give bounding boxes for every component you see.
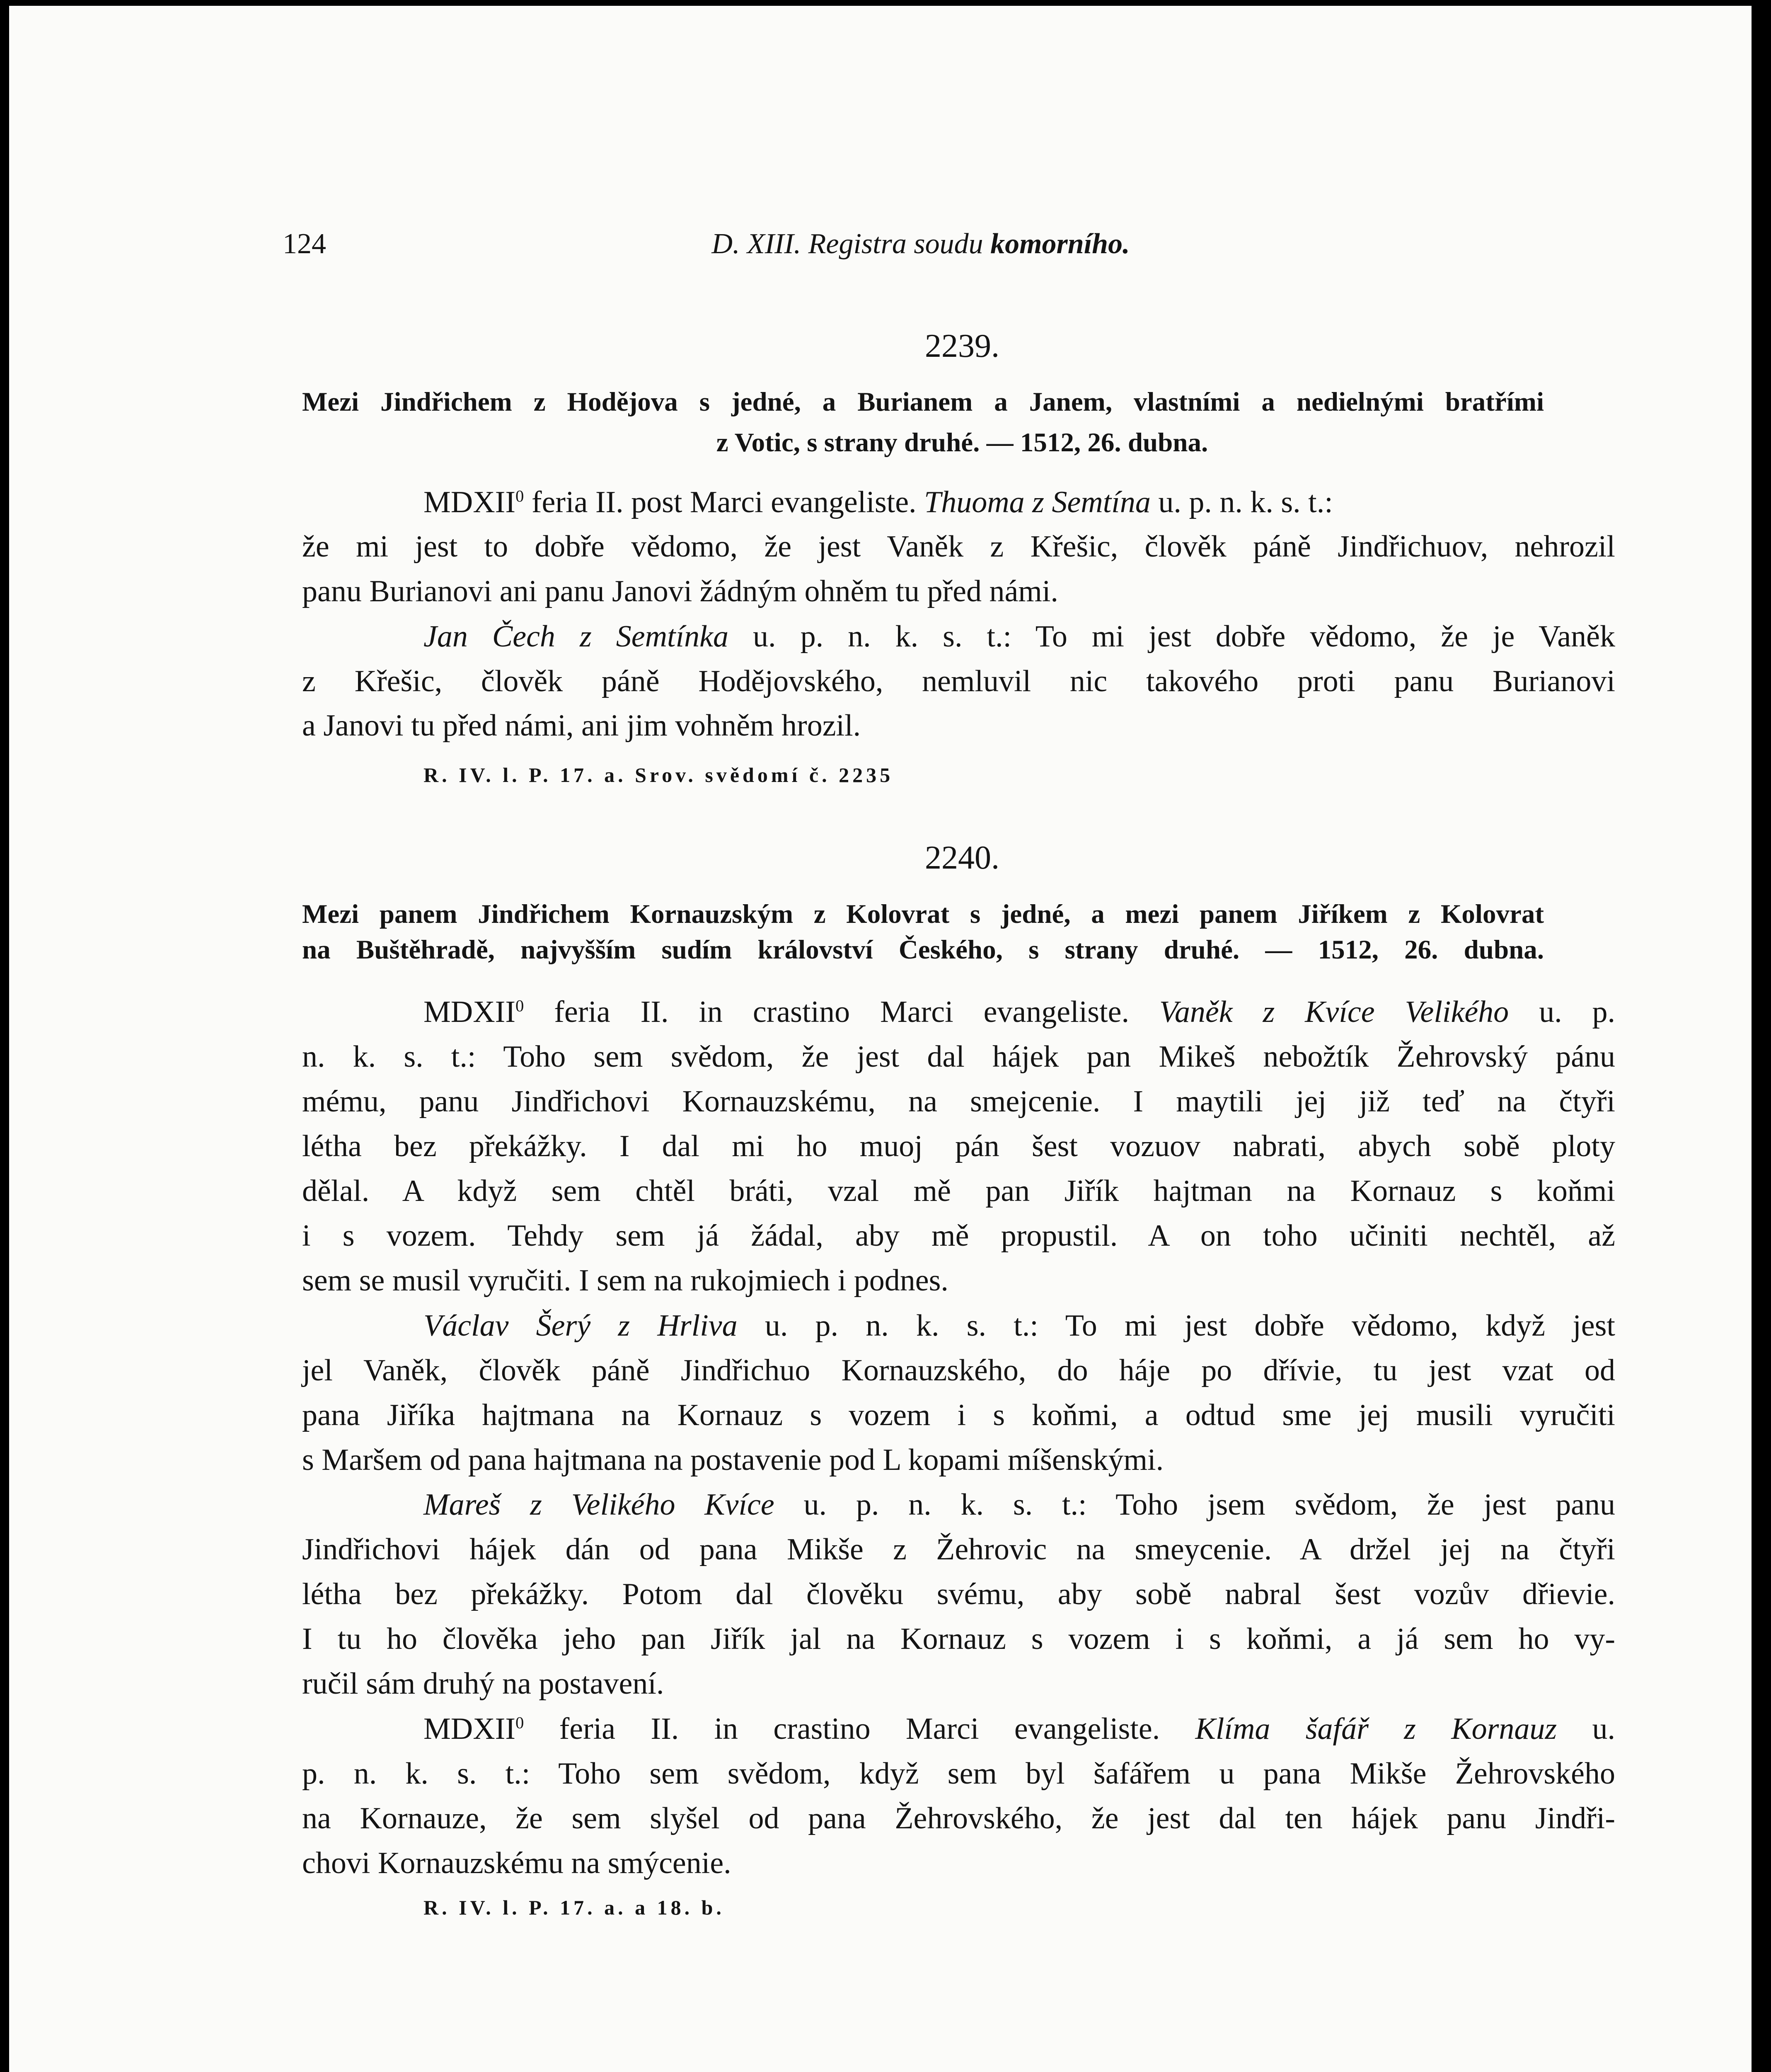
entry-text-line bbox=[302, 527, 1615, 566]
entry-text-line bbox=[302, 1574, 1615, 1614]
entry-text-line bbox=[302, 1082, 1615, 1121]
entry-text-line bbox=[302, 1216, 1615, 1256]
entry-summary-line: Mezi panem Jindřichem Kornauzským z Kolovrat s jedné, a mezi panem Jiříkem z Kolovrat bbox=[302, 899, 1544, 929]
text-span: chovi Kornauzskému na smýcenie. bbox=[302, 1846, 731, 1880]
text-span: a Janovi tu před námi, ani jim vohněm hrozil. bbox=[302, 709, 861, 743]
text-span: feria II. in crastino Marci evangeliste. bbox=[524, 1712, 1195, 1746]
entry-text-line bbox=[302, 1754, 1615, 1794]
text-span: létha bez překážky. Potom dal člověku svému, aby sobě nabral šest vozův dřievie. bbox=[302, 1577, 1615, 1611]
text-span: i s vozem. Tehdy sem já žádal, aby mě propustil. A on toho učiniti nechtěl, až bbox=[302, 1219, 1615, 1253]
running-title bbox=[631, 224, 1211, 264]
entry-text-line bbox=[423, 992, 1615, 1032]
text-span: MDXII bbox=[423, 485, 515, 519]
text-span: MDXII bbox=[423, 995, 515, 1029]
text-span: jel Vaněk, člověk páně Jindřichuo Kornauzského, do háje po dřívie, tu jest vzat od bbox=[302, 1353, 1615, 1387]
entry-text-line bbox=[302, 1530, 1615, 1569]
entry-summary-line: z Votic, s strany druhé. — 1512, 26. dubna. bbox=[716, 428, 1208, 457]
entry-text-line bbox=[302, 1351, 1615, 1390]
text-span: sem se musil vyručiti. I sem na rukojmiech i podnes. bbox=[302, 1264, 948, 1297]
entry-text-line bbox=[302, 1798, 1615, 1838]
page-number: 124 bbox=[283, 228, 326, 260]
entry-text-line bbox=[302, 1171, 1615, 1211]
entry-text-line bbox=[423, 1709, 1615, 1749]
entry-text-line bbox=[302, 571, 1615, 611]
scanned-page bbox=[9, 6, 1752, 2072]
running-title-prefix: D. XIII. bbox=[711, 228, 801, 260]
text-span: panu Burianovi ani panu Janovi žádným ohněm tu před námi. bbox=[302, 574, 1058, 608]
entry-reference: R. IV. l. P. 17. a. Srov. svědomí č. 2235 bbox=[423, 763, 894, 787]
text-span: p. n. k. s. t.: Toho sem svědom, když sem byl šafářem u pana Mikše Žehrovského bbox=[302, 1757, 1615, 1791]
text-span: I tu ho člověka jeho pan Jiřík jal na Kornauz s vozem i s koňmi, a já sem ho vy- bbox=[302, 1622, 1615, 1656]
entry-text-line bbox=[302, 1037, 1615, 1077]
entry-text-line bbox=[423, 482, 1615, 522]
entry-text-line bbox=[302, 1664, 1615, 1704]
witness-name: Thuoma z Semtína bbox=[924, 485, 1151, 519]
text-span: pana Jiříka hajtmana na Kornauz s vozem i s koňmi, a odtud sme jej musili vyručiti bbox=[302, 1398, 1615, 1432]
text-span: n. k. s. t.: Toho sem svědom, že jest dal hájek pan Mikeš nebožtík Žehrovský pánu bbox=[302, 1040, 1615, 1074]
text-span: u. p. n. k. s. t.: Toho jsem svědom, že jest panu bbox=[774, 1488, 1615, 1522]
witness-name: Václav Šerý z Hrliva bbox=[423, 1309, 738, 1343]
entry-text-line bbox=[302, 1843, 1615, 1883]
entry-number: 2240. bbox=[925, 840, 999, 876]
text-span: Jindřichovi hájek dán od pana Mikše z Žehrovic na smeycenie. A držel jej na čtyři bbox=[302, 1532, 1615, 1566]
text-span: že mi jest to dobře vědomo, že jest Vaněk z Křešic, člověk páně Jindřichuov, nehrozil bbox=[302, 530, 1615, 564]
entry-text-line bbox=[423, 617, 1615, 656]
text-span: feria II. post Marci evangeliste. bbox=[524, 485, 924, 519]
witness-name: Mareš z Velikého Kvíce bbox=[423, 1488, 774, 1522]
text-span: u. p. bbox=[1509, 995, 1616, 1029]
text-span: z Křešic, člověk páně Hodějovského, nemluvil nic takového proti panu Burianovi bbox=[302, 664, 1615, 698]
superscript: 0 bbox=[515, 1713, 524, 1732]
running-title-bold: komorního. bbox=[990, 228, 1130, 260]
text-span: mému, panu Jindřichovi Kornauzskému, na smejcenie. I maytili jej již teď na čtyři bbox=[302, 1084, 1615, 1118]
superscript: 0 bbox=[515, 487, 524, 506]
entry-text-line bbox=[302, 1261, 1615, 1300]
text-span: u. p. n. k. s. t.: To mi jest dobře vědomo, když jest bbox=[737, 1309, 1615, 1343]
entry-text-line bbox=[302, 706, 1615, 746]
text-span: létha bez překážky. I dal mi ho muoj pán šest vozuov nabrati, abych sobě ploty bbox=[302, 1129, 1615, 1163]
entry-summary-line: Mezi Jindřichem z Hodějova s jedné, a Burianem a Janem, vlastními a nedielnými bratřími bbox=[302, 387, 1544, 417]
text-span: ručil sám druhý na postavení. bbox=[302, 1667, 664, 1701]
entry-summary-line: na Buštěhradě, najvyšším sudím království Českého, s strany druhé. — 1512, 26. dubna. bbox=[302, 935, 1544, 965]
entry-text-line bbox=[302, 1395, 1615, 1435]
superscript: 0 bbox=[515, 996, 524, 1015]
text-span: feria II. in crastino Marci evangeliste. bbox=[524, 995, 1159, 1029]
text-span: s Maršem od pana hajtmana na postavenie pod L kopami míšenskými. bbox=[302, 1443, 1164, 1477]
witness-name: Jan Čech z Semtínka bbox=[423, 620, 729, 654]
entry-text-line bbox=[302, 1126, 1615, 1166]
text-span: na Kornauze, že sem slyšel od pana Žehrovského, že jest dal ten hájek panu Jindři- bbox=[302, 1801, 1615, 1835]
entry-text-line bbox=[302, 661, 1615, 701]
text-span: dělal. A když sem chtěl bráti, vzal mě pan Jiřík hajtman na Kornauz s koňmi bbox=[302, 1174, 1615, 1208]
entry-text-line bbox=[423, 1306, 1615, 1346]
witness-name: Vaněk z Kvíce Velikého bbox=[1159, 995, 1509, 1029]
entry-number: 2239. bbox=[925, 328, 999, 364]
entry-text-line bbox=[423, 1485, 1615, 1525]
entry-text-line bbox=[302, 1619, 1615, 1659]
running-title-italic: Registra soudu bbox=[808, 228, 983, 260]
text-span: u. p. n. k. s. t.: To mi jest dobře vědomo, že je Vaněk bbox=[728, 620, 1615, 654]
text-span: u. bbox=[1557, 1712, 1616, 1746]
text-span: u. p. n. k. s. t.: bbox=[1150, 485, 1333, 519]
entry-reference: R. IV. l. P. 17. a. a 18. b. bbox=[423, 1896, 725, 1919]
text-span: MDXII bbox=[423, 1712, 515, 1746]
witness-name: Klíma šafář z Kornauz bbox=[1195, 1712, 1557, 1746]
entry-text-line bbox=[302, 1440, 1615, 1480]
